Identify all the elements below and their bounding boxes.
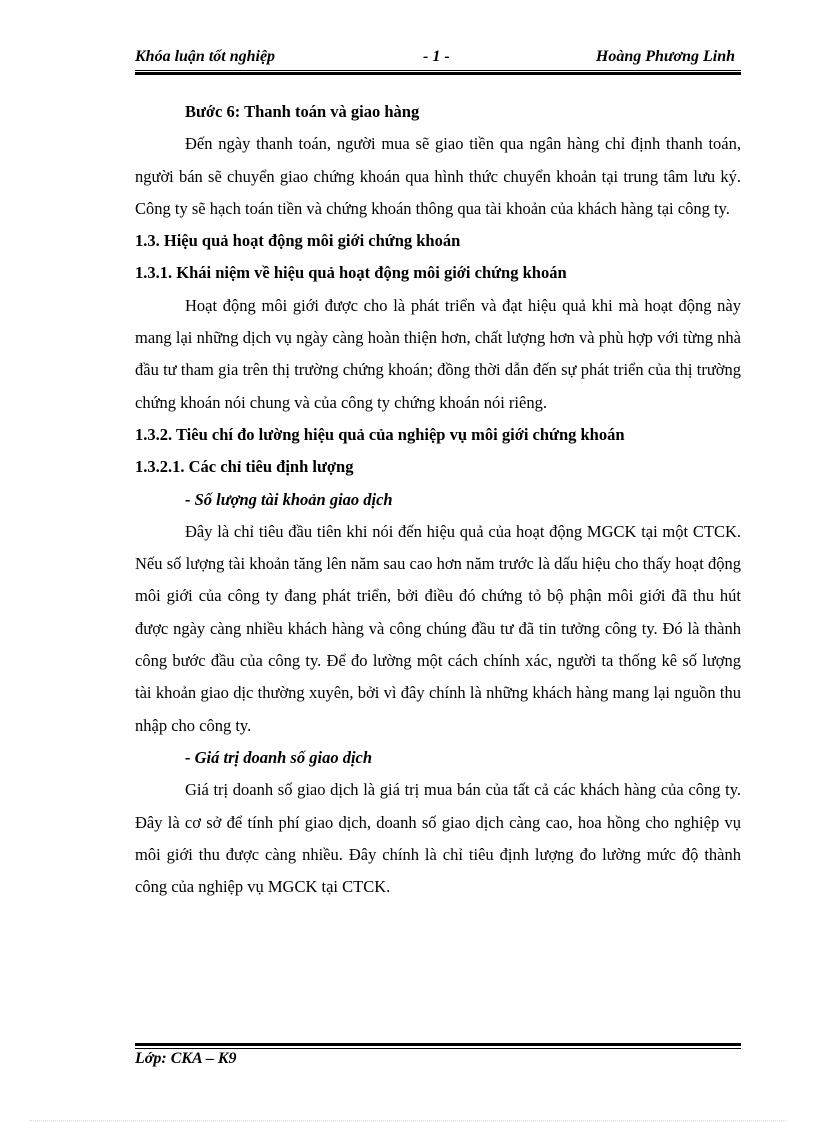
step6-heading: Bước 6: Thanh toán và giao hàng xyxy=(185,102,420,121)
header-thesis-title: Khóa luận tốt nghiệp xyxy=(135,48,276,65)
section-1-3-1-heading: 1.3.1. Khái niệm về hiệu quả hoạt động môi giới chứng khoán xyxy=(135,263,567,283)
header-rule-thin xyxy=(135,70,741,71)
step6-paragraph: Đến ngày thanh toán, người mua sẽ giao tiền qua ngân hàng chỉ định thanh toán, người bán sẽ chuyển giao chứng khoán qua hình thức chuyển khoản tại trung tâm lưu ký. Công ty sẽ hạch toán tiền và chứng khoán thông qua tài khoản của khách hàng tại công ty. xyxy=(135,134,741,218)
sales-subheading: - Giá trị doanh số giao dịch xyxy=(185,747,373,767)
section-1-3-1-paragraph: Hoạt động môi giới được cho là phát triển và đạt hiệu quả khi mà hoạt động này mang lại những dịch vụ ngày càng hoàn thiện hơn, chất lượng hơn và phù hợp với từng nhà đầu tư tham gia trên thị trường chứng khoán; đồng thời dẫn đến sự phát triển của thị trường chứng khoán nói chung và của công ty chứng khoán nói riêng. xyxy=(135,295,741,412)
sales-paragraph: Giá trị doanh số giao dịch là giá trị mua bán của tất cả các khách hàng của công ty. Đây là cơ sở để tính phí giao dịch, doanh số giao dịch càng cao, hoa hồng cho nghiệp vụ môi giới thu được càng nhiều. Đây chính là chỉ tiêu định lượng đo lường mức độ thành công của nghiệp vụ MGCK tại CTCK. xyxy=(135,780,741,897)
section-1-3-heading: 1.3. Hiệu quả hoạt động môi giới chứng khoán xyxy=(135,231,461,251)
header-author: Hoàng Phương Linh xyxy=(595,48,735,65)
page-header xyxy=(135,46,741,70)
section-1-3-2-1-heading: 1.3.2.1. Các chỉ tiêu định lượng xyxy=(135,457,354,477)
page-edge-dotted-line xyxy=(30,1120,786,1121)
footer-class-label: Lớp: CKA – K9 xyxy=(135,1050,237,1067)
header-rule-thick xyxy=(135,72,741,75)
footer-rule-thick xyxy=(135,1043,741,1046)
page-number: - 1 - xyxy=(423,48,450,65)
section-1-3-2-heading: 1.3.2. Tiêu chí đo lường hiệu quả của nghiệp vụ môi giới chứng khoán xyxy=(135,424,625,444)
accounts-subheading: - Số lượng tài khoản giao dịch xyxy=(185,489,393,509)
footer-rule-thin xyxy=(135,1048,741,1049)
page-body xyxy=(135,96,741,903)
accounts-paragraph: Đây là chỉ tiêu đầu tiên khi nói đến hiệu quả của hoạt động MGCK tại một CTCK. Nếu số lượng tài khoản tăng lên năm sau cao hơn năm trước là dấu hiệu cho thấy hoạt động môi giới của công ty đang phát triển, bởi điều đó chứng tỏ bộ phận môi giới đã thu hút được ngày càng nhiều khách hàng và công chúng đầu tư đã tin tưởng công ty. Đó là thành công bước đầu của công ty. Để đo lường một cách chính xác, người ta thống kê số lượng tài khoản giao dịc thường xuyên, bởi vì đây chính là những khách hàng mang lại nguồn thu nhập cho công ty. xyxy=(135,521,741,735)
